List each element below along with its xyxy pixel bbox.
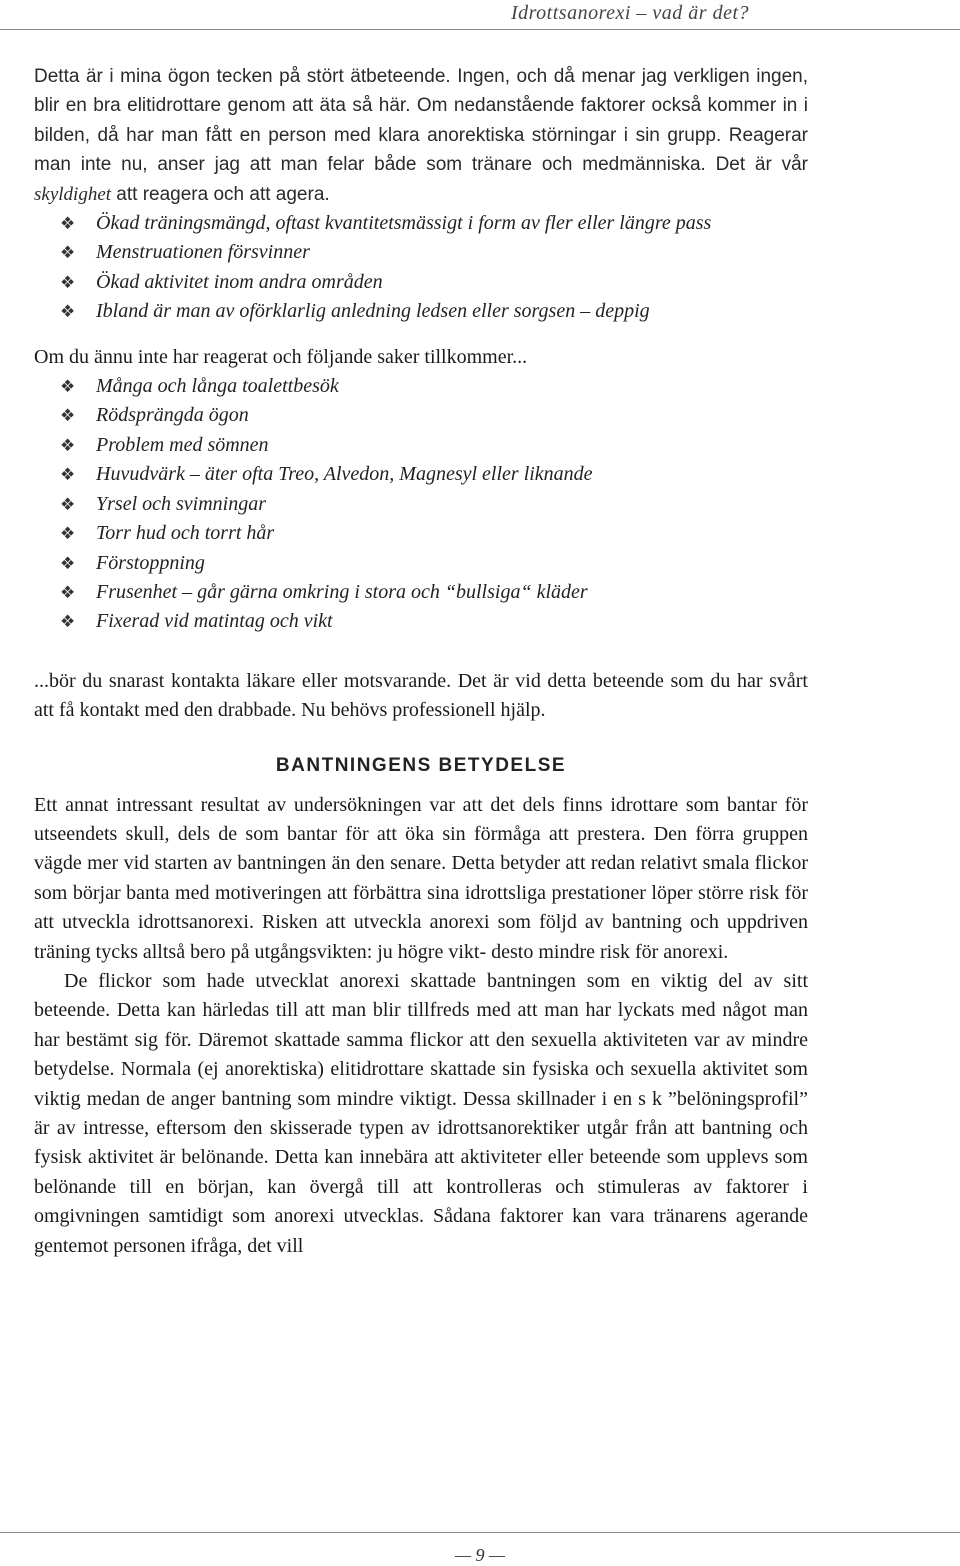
diamond-bullet-icon: ❖ [60,612,76,632]
page-number: — 9 — [454,1545,505,1565]
diamond-bullet-icon: ❖ [60,524,76,544]
transition-paragraph: Om du ännu inte har reagerat och följande saker tillkommer... [34,345,528,368]
list-item-text: Problem med sömnen [96,433,269,456]
list-item [60,209,808,238]
list-item-text: Ibland är man av oförklarlig anledning ledsen eller sorgsen – deppig [96,300,650,323]
list-item [60,297,808,326]
diamond-bullet-icon: ❖ [60,377,76,397]
page-body [34,62,808,1261]
intro-text-b: att reagera och att agera. [111,183,330,205]
footer-rule [0,1532,960,1533]
list-item [60,578,808,607]
diamond-bullet-icon: ❖ [60,435,76,455]
section-heading: BANTNINGENS BETYDELSE [275,754,567,776]
list-item [60,549,808,578]
symptoms-list [34,372,808,637]
list-item-text: Fixerad vid matintag och vikt [96,610,333,633]
list-item-text: Rödsprängda ögon [96,404,249,427]
diamond-bullet-icon: ❖ [60,582,76,602]
list-item [60,607,808,636]
list-item [60,431,808,460]
diamond-bullet-icon: ❖ [60,214,76,234]
list-item-text: Torr hud och torrt hår [96,522,275,545]
list-item [60,268,808,297]
diamond-bullet-icon: ❖ [60,465,76,485]
list-item-text: Ökad träningsmängd, oftast kvantitetsmässigt i form av fler eller längre pass [96,212,712,235]
list-item [60,238,808,267]
diamond-bullet-icon: ❖ [60,272,76,292]
list-item-text: Yrsel och svimningar [96,492,266,515]
list-item [60,490,808,519]
follow-up-paragraph: ...bör du snarast kontakta läkare eller motsvarande. Det är vid detta beteende som du har svårt att få kontakt med den drabbade. Nu behövs professionell hjälp. [34,669,808,722]
list-item-text: Frusenhet – går gärna omkring i stora och “bullsiga“ kläder [96,580,588,603]
list-item-text: Huvudvärk – äter ofta Treo, Alvedon, Magnesyl eller liknande [96,463,593,486]
section-paragraph-1: Ett annat intressant resultat av undersökningen var att det dels finns idrottare som bantar för utseendets skull, dels de som bantar för att öka sin förmåga att prestera. Den förra gruppen vägde mer vid starten av bantningen än den senare. Detta betyder att redan relativt smala flickor som börjar banta med motiveringen att förbättra sina idrottsliga prestationer löper större risk för att utveckla idrottsanorexi. Risken att utveckla anorexi som följd av bantning och uppdriven träning tycks alltså bero på utgångsvikten: ju högre vikt- desto mindre risk för anorexi. [34,793,808,963]
diamond-bullet-icon: ❖ [60,494,76,514]
section-paragraph-2: De flickor som hade utvecklat anorexi skattade bantningen som en viktig del av sitt beteende. Detta kan härledas till att man blir tillfreds med att man har lyckats med något man har bestämt sig för. Däremot skattade samma flickor att den sexuella aktiviteten var av mindre betydelse. Normala (ej anorektiska) elitidrottare skattade sin fysiska och sexuella aktivitet som viktig medan de anger bantning som mindre viktigt. Dessa skillnader i en s k ”belöningsprofil” är av intresse, eftersom den skisserade typen av idrottsanorektiker utgår från att bantning och fysisk aktivitet är belönande. Detta kan innebära att aktiviteter eller beteende som upplevs som belönande till en början, kan övergå till att kontrolleras och stimuleras av faktorer i omgivningen samtidigt som anorexi utvecklas. Sådana faktorer kan vara tränarens agerande gentemot personen ifråga, det vill [34,969,808,1257]
list-item [60,401,808,430]
diamond-bullet-icon: ❖ [60,302,76,322]
warning-signs-list [34,209,808,327]
list-item [60,519,808,548]
diamond-bullet-icon: ❖ [60,553,76,573]
diamond-bullet-icon: ❖ [60,406,76,426]
intro-paragraph [34,62,808,209]
list-item [60,372,808,401]
diamond-bullet-icon: ❖ [60,243,76,263]
list-item-text: Menstruationen försvinner [96,241,310,264]
running-head [300,2,960,31]
running-head-title: Idrottsanorexi – vad är det? [510,2,750,24]
header-rule [0,29,960,30]
intro-text-a: Detta är i mina ögon tecken på stört ätbeteende. Ingen, och då menar jag verkligen ingen, blir en bra elitidrottare genom att äta så här. Om nedanstående faktorer också kommer in i bilden, då har man fått en person med klara anorektiska störningar i sin grupp. Reagerar man inte nu, anser jag att man felar både som tränare och medmänniska. Det är vår [34,66,808,176]
list-item-text: Många och långa toalettbesök [96,375,339,398]
intro-emphasis: skyldighet [34,183,112,205]
list-item-text: Förstoppning [96,551,205,574]
list-item [60,460,808,489]
list-item-text: Ökad aktivitet inom andra områden [96,270,383,293]
